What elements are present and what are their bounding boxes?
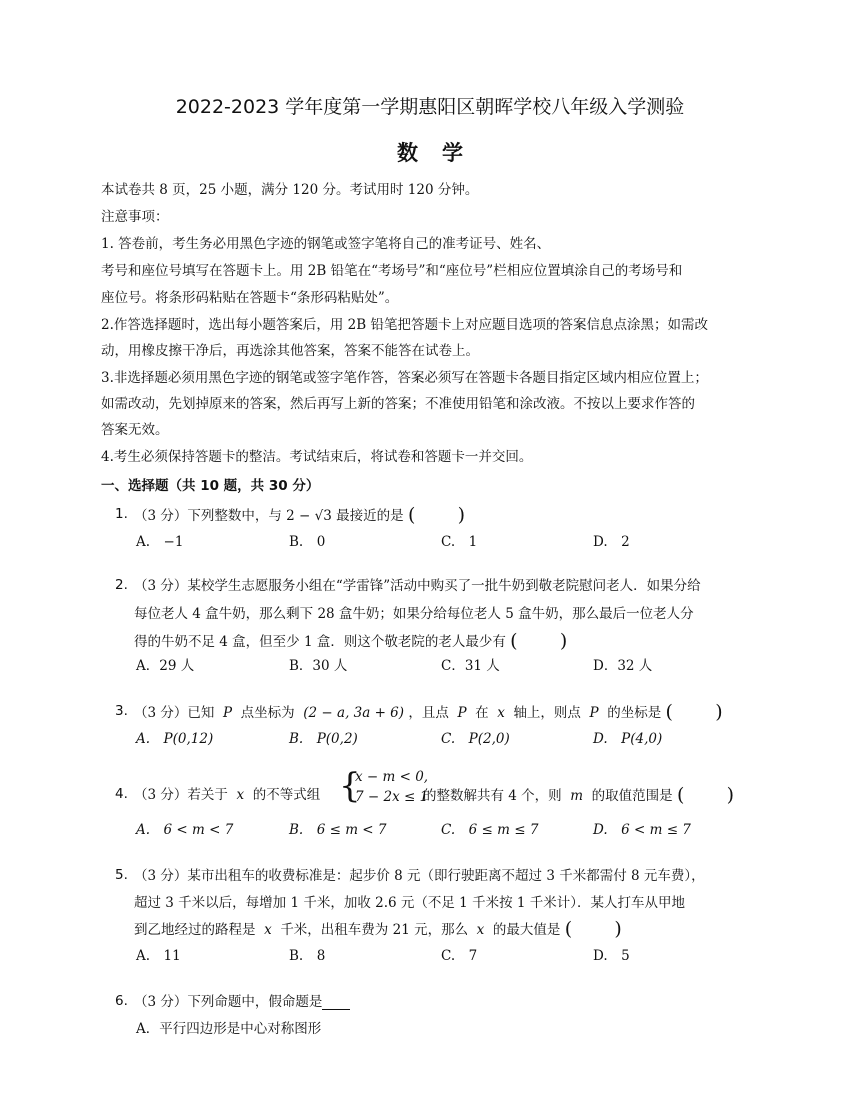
question-5-line1: （3 分）某市出租车的收费标准是：起步价 8 元（即行驶距离不超过 3 千米都需付 8 元车费）， bbox=[134, 868, 705, 884]
q5-option-a: A. 11 bbox=[136, 948, 181, 964]
question-4-text-b: 的整数解共有 4 个，则 m 的取值范围是 ( ) bbox=[423, 784, 735, 806]
question-2-line1: （3 分）某校学生志愿服务小组在“学雷锋”活动中购买了一批牛奶到敬老院慰问老人．如果分给 bbox=[134, 578, 701, 594]
question-3-text: （3 分）已知 P 点坐标为 (2 − a, 3a + 6) ，且点 P 在 x 轴上，则点 P 的坐标是 ( ) bbox=[134, 701, 723, 723]
q1-option-d: D. 2 bbox=[593, 534, 630, 550]
instruction-2-line2: 动，用橡皮擦干净后，再选涂其他答案，答案不能答在试卷上。 bbox=[101, 343, 479, 359]
instruction-1-line1: 1. 答卷前，考生务必用黑色字迹的钢笔或签字笔将自己的准考证号、姓名、 bbox=[101, 236, 551, 252]
question-5-line3: 到乙地经过的路程是 x 千米，出租车费为 21 元，那么 x 的最大值是 ( ) bbox=[134, 918, 622, 940]
intro-text: 本试卷共 8 页，25 小题，满分 120 分。考试用时 120 分钟。 bbox=[101, 182, 479, 198]
subject-title: 数学 bbox=[397, 140, 487, 165]
question-2-number: 2. bbox=[115, 577, 128, 593]
q3-option-d: D. P(4,0) bbox=[593, 731, 663, 747]
answer-paren: ( ) bbox=[564, 918, 622, 940]
question-6-text: （3 分）下列命题中，假命题是 bbox=[134, 990, 350, 1010]
answer-paren: ( ) bbox=[665, 701, 723, 723]
q4-option-b: B. 6 ≤ m < 7 bbox=[289, 822, 387, 838]
instruction-1-line3: 座位号。将条形码粘贴在答题卡“条形码粘贴处”。 bbox=[101, 290, 399, 306]
q4-option-d: D. 6 < m ≤ 7 bbox=[593, 822, 691, 838]
q3-option-a: A. P(0,12) bbox=[136, 731, 214, 747]
q5-option-c: C. 7 bbox=[441, 948, 478, 964]
question-2-line3: 得的牛奶不足 4 盒，但至少 1 盒．则这个敬老院的老人最少有 ( ) bbox=[134, 630, 568, 652]
instruction-3-line2: 如需改动，先划掉原来的答案，然后再写上新的答案；不准使用铅笔和涂改液。不按以上要求作答的 bbox=[101, 396, 695, 412]
section-heading: 一、选择题（共 10 题，共 30 分） bbox=[101, 478, 320, 494]
notes-label: 注意事项： bbox=[101, 209, 169, 225]
question-6-number: 6. bbox=[115, 993, 128, 1009]
question-3-number: 3. bbox=[115, 703, 128, 719]
instruction-1-line2: 考号和座位号填写在答题卡上。用 2B 铅笔在“考场号”和“座位号”栏相应位置填涂自己的考场号和 bbox=[101, 263, 683, 279]
q4-option-a: A. 6 < m < 7 bbox=[136, 822, 234, 838]
answer-paren: ( ) bbox=[676, 784, 735, 806]
inequality-1: x − m < 0, bbox=[355, 769, 429, 785]
q2-option-d: D．32 人 bbox=[593, 658, 653, 674]
exam-title: 2022-2023 学年度第一学期惠阳区朝晖学校八年级入学测验 bbox=[175, 96, 685, 118]
question-5-line2: 超过 3 千米以后，每增加 1 千米，加收 2.6 元（不足 1 千米按 1 千米计）．某人打车从甲地 bbox=[134, 895, 685, 911]
q5-option-b: B. 8 bbox=[289, 948, 326, 964]
q3-option-b: B. P(0,2) bbox=[289, 731, 358, 747]
answer-paren: ( ) bbox=[407, 504, 466, 526]
question-5-number: 5. bbox=[115, 867, 128, 883]
q4-option-c: C. 6 ≤ m ≤ 7 bbox=[441, 822, 539, 838]
question-4-text-a: （3 分）若关于 x 的不等式组 bbox=[134, 787, 321, 803]
answer-blank bbox=[322, 995, 350, 1010]
question-1-number: 1. bbox=[115, 506, 128, 522]
q2-option-b: B．30 人 bbox=[289, 658, 348, 674]
q2-option-c: C．31 人 bbox=[441, 658, 500, 674]
instruction-3-line1: 3.非选择题必须用黑色字迹的钢笔或签字笔作答，答案必须写在答题卡各题目指定区域内相应位置上； bbox=[101, 370, 708, 386]
inequality-2: 7 − 2x ≤ 1 bbox=[355, 789, 429, 805]
q2-option-a: A．29 人 bbox=[136, 658, 195, 674]
q6-option-a: A．平行四边形是中心对称图形 bbox=[136, 1021, 322, 1037]
q1-option-c: C. 1 bbox=[441, 534, 478, 550]
q5-option-d: D. 5 bbox=[593, 948, 630, 964]
instruction-4: 4.考生必须保持答题卡的整洁。考试结束后，将试卷和答题卡一并交回。 bbox=[101, 449, 533, 465]
question-2-line2: 每位老人 4 盒牛奶，那么剩下 28 盒牛奶；如果分给每位老人 5 盒牛奶，那么最后一位老人分 bbox=[134, 606, 694, 622]
answer-paren: ( ) bbox=[510, 630, 568, 652]
instruction-2-line1: 2.作答选择题时，选出每小题答案后，用 2B 铅笔把答题卡上对应题目选项的答案信息点涂黑；如需改 bbox=[101, 317, 708, 333]
q3-option-c: C. P(2,0) bbox=[441, 731, 510, 747]
question-1-text: （3 分）下列整数中，与 2 − √3 最接近的是 ( ) bbox=[134, 504, 466, 526]
system-brace: { bbox=[339, 766, 361, 806]
q1-option-b: B. 0 bbox=[289, 534, 326, 550]
q1-option-a: A. −1 bbox=[136, 534, 184, 550]
instruction-3-line3: 答案无效。 bbox=[101, 422, 169, 438]
question-4-number: 4. bbox=[115, 786, 128, 802]
